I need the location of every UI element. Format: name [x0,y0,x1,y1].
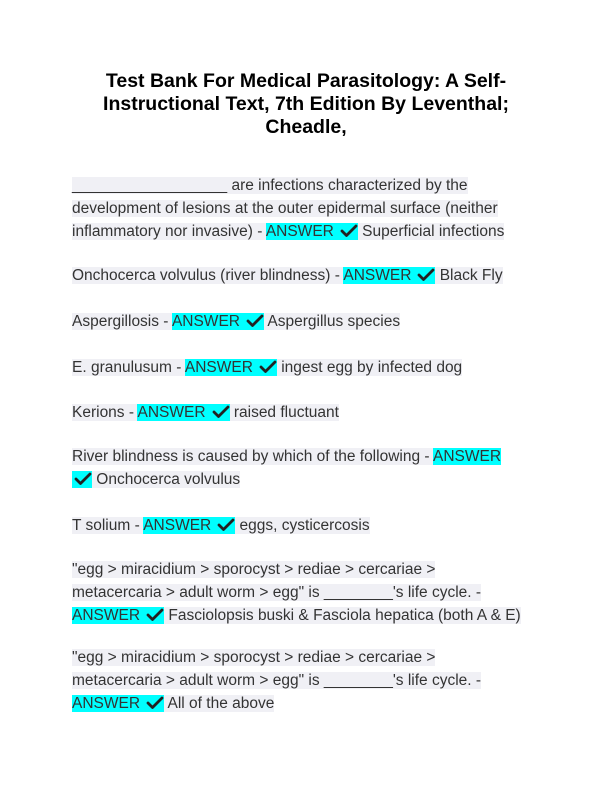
question-text: inflammatory nor invasive) - [72,223,266,240]
question-text: T solium - [72,517,144,534]
answer-text: All of the above [164,695,275,712]
qa-item [72,310,544,333]
answer-marker [72,607,164,624]
answer-label: ANSWER [433,448,502,465]
check-mark-icon [340,224,358,237]
answer-text: raised fluctuant [229,404,339,421]
qa-item [72,401,544,424]
answer-label: ANSWER [72,607,141,624]
answer-text: Fasciolopsis buski & Fasciola hepatica (both A & E) [164,607,521,624]
check-mark-icon [146,696,164,709]
answer-marker [343,267,435,284]
question-text: Kerions - [72,404,138,421]
question-text: metacercaria > adult worm > egg" is ________'s life cycle. - [72,584,482,601]
question-text: __________________ are infections characterized by the [72,177,468,194]
qa-item [72,264,544,287]
question-text: E. granulusum - [72,359,185,376]
qa-item [72,174,544,243]
check-mark-icon [146,608,164,621]
answer-marker [185,359,277,376]
question-text: "egg > miracidium > sporocyst > rediae > cercariae > [72,649,436,666]
answer-text: Onchocerca volvulus [92,471,241,488]
question-text: metacercaria > adult worm > egg" is ________'s life cycle. - [72,672,482,689]
qa-item [72,558,544,627]
qa-item [72,646,544,715]
question-text: Onchocerca volvulus (river blindness) - [72,267,344,284]
answer-marker [266,223,358,240]
question-text: development of lesions at the outer epidermal surface (neither [72,200,498,217]
check-mark-icon [246,314,264,327]
check-mark-icon [217,518,235,531]
answer-label: ANSWER [184,359,253,376]
question-text: "egg > miracidium > sporocyst > rediae > cercariae > [72,561,436,578]
qa-item [72,445,544,491]
answer-marker [137,404,229,421]
answer-label: ANSWER [143,517,212,534]
answer-label: ANSWER [72,695,141,712]
answer-label: ANSWER [265,223,334,240]
answer-label: ANSWER [171,313,240,330]
question-text: Aspergillosis - [72,313,172,330]
answer-marker [72,471,92,488]
answer-label: ANSWER [137,404,206,421]
answer-text: Aspergillus species [263,313,401,330]
qa-item [72,514,544,537]
check-mark-icon [417,268,435,281]
answer-marker [143,517,235,534]
answer-marker [433,448,501,465]
answer-text: Black Fly [435,267,503,284]
answer-marker [72,695,164,712]
title-line: Cheadle, [265,116,347,138]
answer-text: eggs, cysticercosis [235,517,370,534]
answer-label: ANSWER [343,267,412,284]
answer-text: Superficial infections [357,223,505,240]
title-line: Instructional Text, 7th Edition By Leventhal; [103,93,509,115]
answer-marker [172,313,264,330]
qa-item [72,356,544,379]
answer-text: ingest egg by infected dog [276,359,463,376]
check-mark-icon [212,405,230,418]
check-mark-icon [74,472,92,485]
document-title [72,70,540,139]
title-line: Test Bank For Medical Parasitology: A Self- [105,70,507,92]
check-mark-icon [259,360,277,373]
question-text: River blindness is caused by which of the following - [72,448,433,465]
